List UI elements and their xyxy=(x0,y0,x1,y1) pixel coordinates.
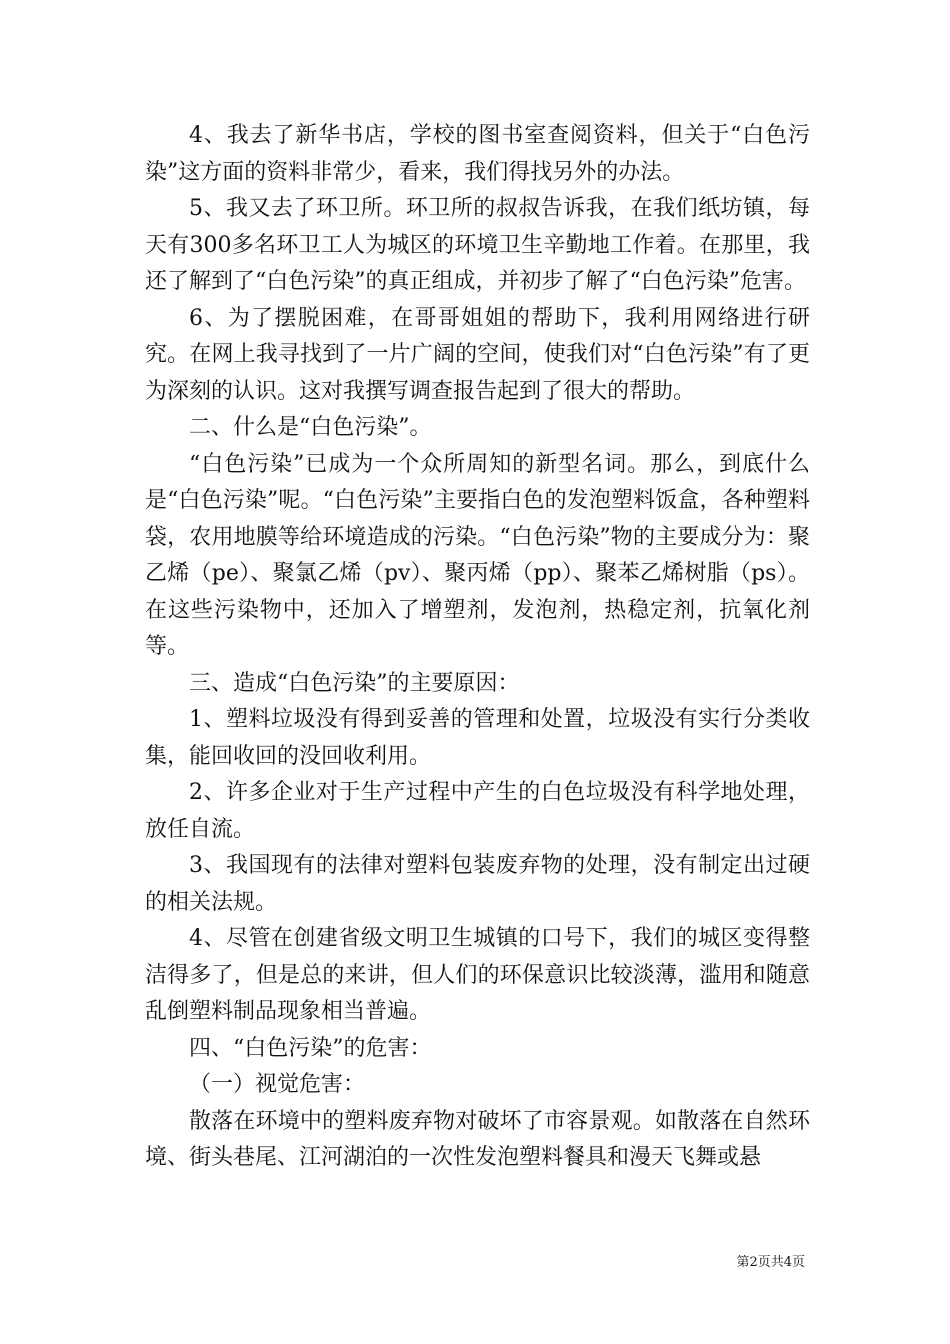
subheading-visual-harm: （一）视觉危害： xyxy=(189,1072,366,1097)
section-heading-causes: 三、造成“白色污染”的主要原因： xyxy=(189,670,520,696)
paragraph-item-5-sanitation: 5、我又去了环卫所。环卫所的叔叔告诉我，在我们纸坊镇，每天有300多名环卫工人为城区的环境卫生辛勤地工作着。在那里，我还了解到了“白色污染”的真正组成，并初步了解了“白色污染”危害。 xyxy=(145,196,810,294)
paragraph-cause-1: 1、塑料垃圾没有得到妥善的管理和处置，垃圾没有实行分类收集，能回收回的没回收利用。 xyxy=(145,707,810,769)
paragraph-definition: “白色污染”已成为一个众所周知的新型名词。那么，到底什么是“白色污染”呢。“白色污染”主要指白色的发泡塑料饭盒，各种塑料袋，农用地膜等给环境造成的污染。“白色污染”物的主要成分为：聚乙烯（pe）、聚氯乙烯（pv）、聚丙烯（pp）、聚苯乙烯树脂（ps）。在这些污染物中，还加入了增塑剂，发泡剂，热稳定剂，抗氧化剂等。 xyxy=(145,451,810,659)
paragraph-cause-4: 4、尽管在创建省级文明卫生城镇的口号下，我们的城区变得整洁得多了，但是总的来讲，但人们的环保意识比较淡薄，滥用和随意乱倒塑料制品现象相当普遍。 xyxy=(145,926,810,1024)
paragraph-item-6-internet: 6、为了摆脱困难，在哥哥姐姐的帮助下，我利用网络进行研究。在网上我寻找到了一片广阔的空间，使我们对“白色污染”有了更为深刻的认识。这对我撰写调查报告起到了很大的帮助。 xyxy=(145,305,810,404)
paragraph-visual-harm: 散落在环境中的塑料废弃物对破坏了市容景观。如散落在自然环境、街头巷尾、江河湖泊的一次性发泡塑料餐具和漫天飞舞或悬 xyxy=(145,1108,810,1170)
document-body xyxy=(145,118,810,1177)
page-number-label: 第2页共4页 xyxy=(736,1255,805,1270)
section-heading-what-is: 二、什么是“白色污染”。 xyxy=(189,415,432,440)
paragraph-cause-2: 2、许多企业对于生产过程中产生的白色垃圾没有科学地处理，放任自流。 xyxy=(145,780,810,842)
paragraph-item-4-bookstore: 4、我去了新华书店，学校的图书室查阅资料，但关于“白色污染”这方面的资料非常少，看来，我们得找另外的办法。 xyxy=(145,123,810,185)
paragraph-cause-3: 3、我国现有的法律对塑料包装废弃物的处理，没有制定出过硬的相关法规。 xyxy=(145,853,810,915)
section-heading-harms: 四、“白色污染”的危害： xyxy=(189,1035,432,1061)
page-number-footer xyxy=(736,1254,805,1272)
